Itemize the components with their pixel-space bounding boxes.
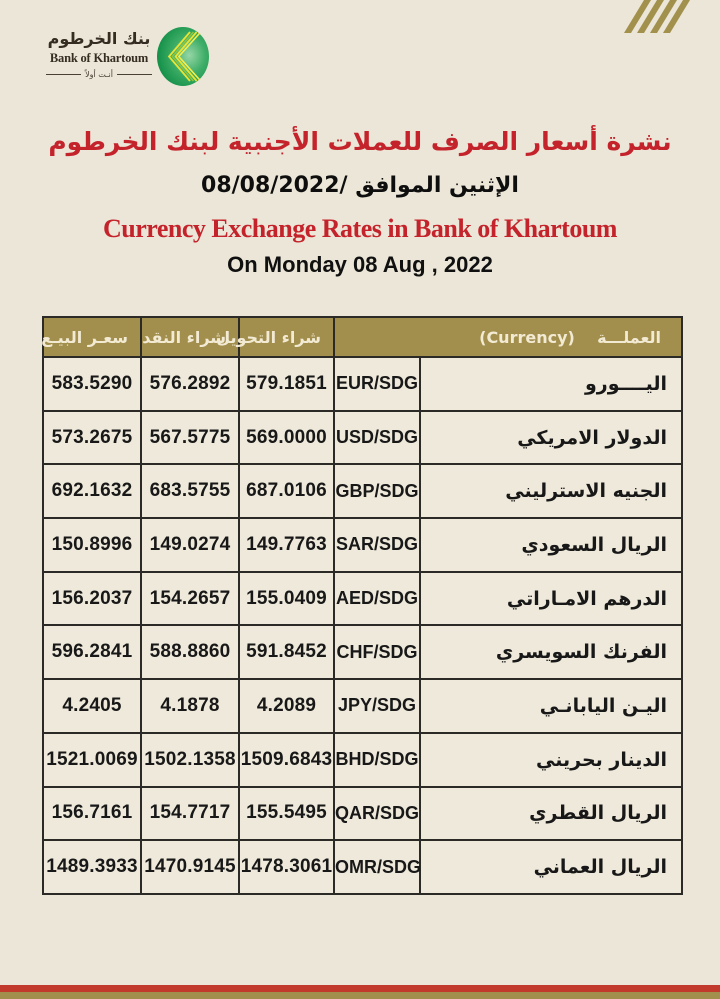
header-currency: العملـــة (Currency) (334, 317, 682, 357)
cash-buy-cell: 4.1878 (141, 679, 239, 733)
sell-price-cell: 156.2037 (43, 572, 141, 626)
currency-name-cell: الدرهم الامـاراتي (420, 572, 682, 626)
header-sell-price: سعـر البيـع (43, 317, 141, 357)
cash-buy-cell: 567.5775 (141, 411, 239, 465)
currency-name-cell: الدينار بحريني (420, 733, 682, 787)
rates-table (42, 316, 683, 895)
table-row (43, 679, 682, 733)
footer-gold-stripe (0, 992, 720, 999)
currency-code-cell: BHD/SDG (334, 733, 420, 787)
table-row (43, 518, 682, 572)
table-header-row (43, 317, 682, 357)
cash-buy-cell: 1502.1358 (141, 733, 239, 787)
sell-price-cell: 583.5290 (43, 357, 141, 411)
bulletin-date-arabic: الإثنين الموافق /08/08/2022 (201, 173, 519, 198)
bulletin-title-arabic: نشرة أسعار الصرف للعملات الأجنبية لبنك الخرطوم (48, 127, 672, 156)
table-row (43, 787, 682, 841)
table-row (43, 357, 682, 411)
corner-stripes-icon (624, 0, 694, 33)
sell-price-cell: 156.7161 (43, 787, 141, 841)
cash-buy-cell: 154.7717 (141, 787, 239, 841)
table-row (43, 464, 682, 518)
bank-globe-icon (156, 26, 210, 87)
sell-price-cell: 573.2675 (43, 411, 141, 465)
currency-name-cell: الريال السعودي (420, 518, 682, 572)
logo-tagline (46, 70, 152, 79)
transfer-buy-cell: 4.2089 (239, 679, 334, 733)
transfer-buy-cell: 579.1851 (239, 357, 334, 411)
currency-name-cell: الدولار الامريكي (420, 411, 682, 465)
transfer-buy-cell: 1478.3061 (239, 840, 334, 894)
currency-code-cell: CHF/SDG (334, 625, 420, 679)
footer-red-stripe (0, 985, 720, 992)
sell-price-cell: 150.8996 (43, 518, 141, 572)
header-transfer-buy: شراء التحويل (239, 317, 334, 357)
currency-name-cell: الجنيه الاسترليني (420, 464, 682, 518)
currency-name-cell: الفرنك السويسري (420, 625, 682, 679)
currency-code-cell: AED/SDG (334, 572, 420, 626)
table-row (43, 840, 682, 894)
currency-code-cell: JPY/SDG (334, 679, 420, 733)
tagline-rule-left (46, 74, 81, 75)
table-row (43, 625, 682, 679)
table-row (43, 572, 682, 626)
bulletin-title-english: Currency Exchange Rates in Bank of Khartoum (103, 214, 617, 243)
currency-code-cell: QAR/SDG (334, 787, 420, 841)
transfer-buy-cell: 569.0000 (239, 411, 334, 465)
currency-code-cell: GBP/SDG (334, 464, 420, 518)
transfer-buy-cell: 149.7763 (239, 518, 334, 572)
cash-buy-cell: 576.2892 (141, 357, 239, 411)
table-row (43, 733, 682, 787)
currency-name-cell: الريال العماني (420, 840, 682, 894)
currency-name-cell: الريال القطري (420, 787, 682, 841)
header-cash-buy: شراء النقد (141, 317, 239, 357)
currency-name-cell: اليــــورو (420, 357, 682, 411)
cash-buy-cell: 683.5755 (141, 464, 239, 518)
transfer-buy-cell: 155.0409 (239, 572, 334, 626)
sell-price-cell: 1489.3933 (43, 840, 141, 894)
bank-logo (46, 29, 152, 79)
logo-english-name: Bank of Khartoum (49, 51, 149, 65)
logo-arabic-name: بنك الخرطوم (47, 29, 151, 48)
tagline-rule-right (117, 74, 152, 75)
sell-price-cell: 596.2841 (43, 625, 141, 679)
cash-buy-cell: 588.8860 (141, 625, 239, 679)
currency-code-cell: SAR/SDG (334, 518, 420, 572)
currency-code-cell: USD/SDG (334, 411, 420, 465)
transfer-buy-cell: 155.5495 (239, 787, 334, 841)
currency-code-cell: OMR/SDG (334, 840, 420, 894)
cash-buy-cell: 149.0274 (141, 518, 239, 572)
sell-price-cell: 692.1632 (43, 464, 141, 518)
rates-table-body (43, 357, 682, 894)
transfer-buy-cell: 687.0106 (239, 464, 334, 518)
transfer-buy-cell: 1509.6843 (239, 733, 334, 787)
sell-price-cell: 4.2405 (43, 679, 141, 733)
currency-code-cell: EUR/SDG (334, 357, 420, 411)
currency-name-cell: اليـن اليابانـي (420, 679, 682, 733)
bulletin-date-english: On Monday 08 Aug , 2022 (227, 252, 493, 277)
logo-tagline-text: أنـت أولاً (85, 70, 113, 79)
cash-buy-cell: 1470.9145 (141, 840, 239, 894)
transfer-buy-cell: 591.8452 (239, 625, 334, 679)
table-row (43, 411, 682, 465)
cash-buy-cell: 154.2657 (141, 572, 239, 626)
sell-price-cell: 1521.0069 (43, 733, 141, 787)
